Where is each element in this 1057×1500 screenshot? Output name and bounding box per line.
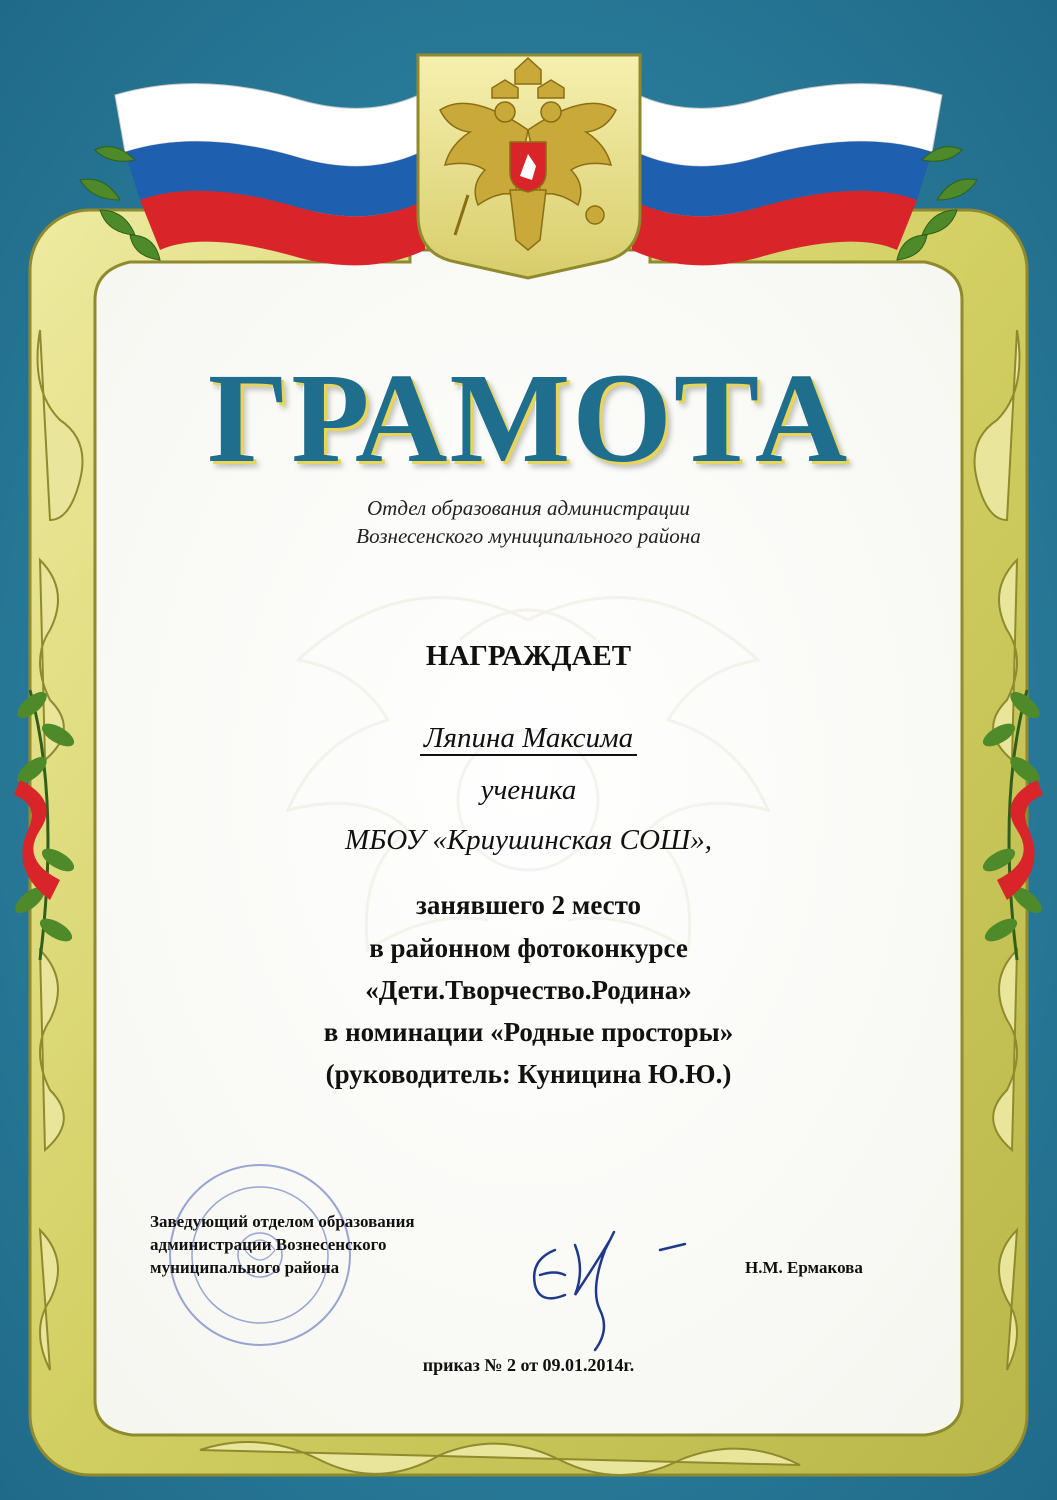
supervisor-line: (руководитель: Куницина Ю.Ю.) bbox=[325, 1059, 732, 1089]
organization-line-2: Вознесенского муниципального района bbox=[356, 524, 701, 548]
russian-flag-left bbox=[115, 84, 425, 266]
recipient-name-row bbox=[0, 722, 1057, 755]
recipient-name: Ляпина Максима bbox=[420, 722, 637, 756]
contest-line: в районном фотоконкурсе bbox=[369, 933, 688, 963]
coat-of-arms bbox=[418, 55, 640, 278]
signatory-title-line-3: муниципального района bbox=[150, 1258, 340, 1277]
award-verb: НАГРАЖДАЕТ bbox=[425, 640, 632, 672]
recipient-role: ученика bbox=[480, 774, 577, 806]
contest-name: «Дети.Творчество.Родина» bbox=[365, 975, 692, 1005]
russian-flag-right bbox=[632, 84, 942, 266]
school-name: МБОУ «Криушинская СОШ», bbox=[345, 824, 712, 856]
nomination-line: в номинации «Родные просторы» bbox=[323, 1017, 734, 1047]
signatory-title-line-1: Заведующий отделом образования bbox=[150, 1212, 415, 1231]
organization-line-1: Отдел образования администрации bbox=[367, 496, 690, 520]
signatory-title-line-2: администрации Вознесенского bbox=[150, 1235, 387, 1254]
achievement-place: занявшего 2 место bbox=[415, 890, 642, 920]
order-reference: приказ № 2 от 09.01.2014г. bbox=[422, 1355, 635, 1375]
certificate-title: ГРАМОТА bbox=[207, 347, 850, 489]
signatory-name: Н.М. Ермакова bbox=[745, 1258, 863, 1277]
signatory-title bbox=[150, 1210, 415, 1279]
